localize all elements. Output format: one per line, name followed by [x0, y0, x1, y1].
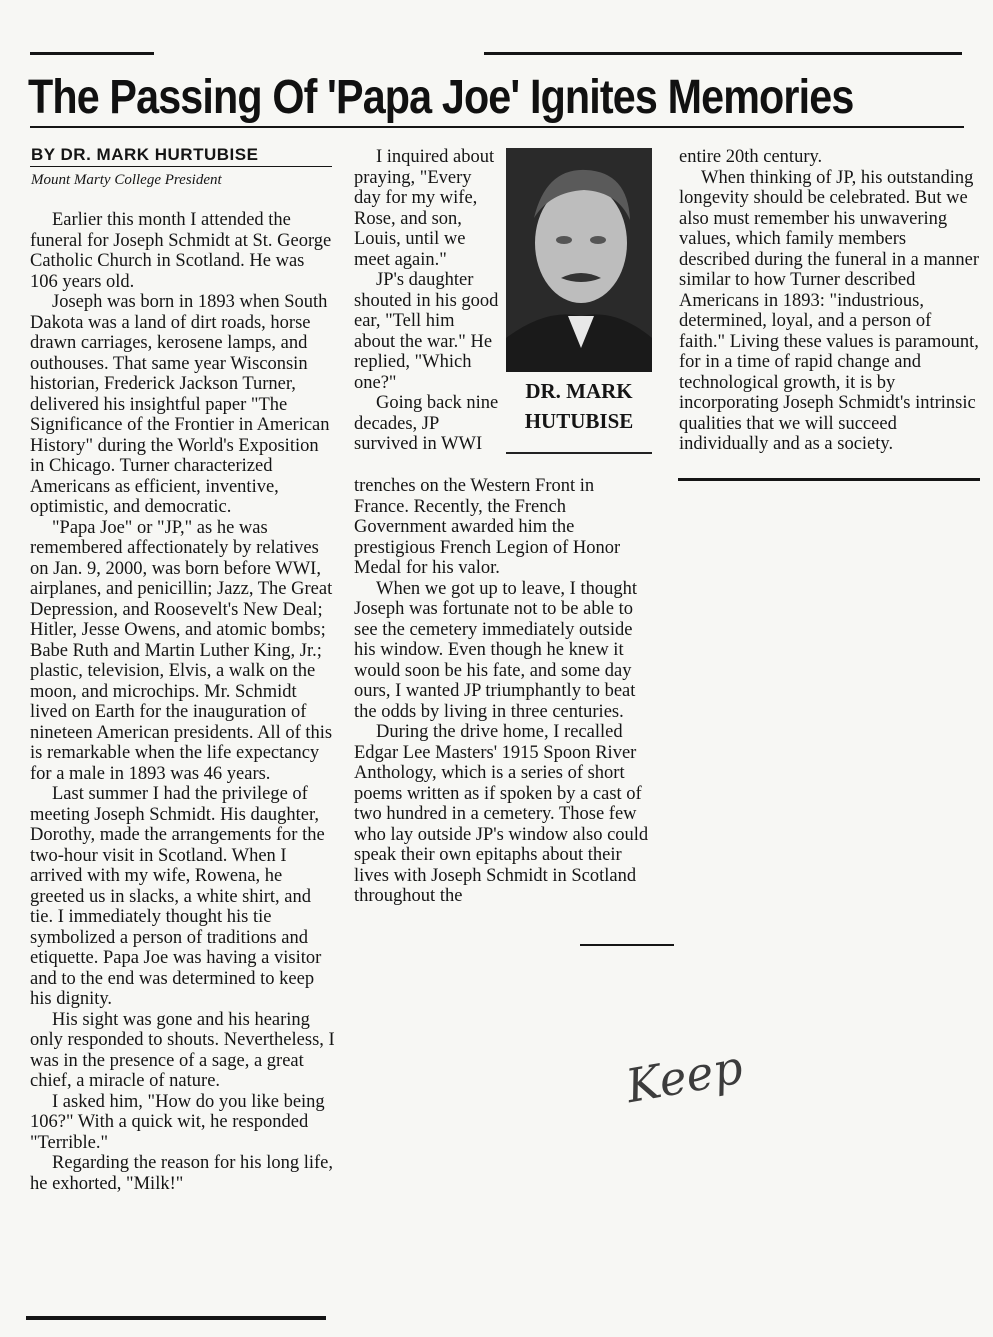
article-headline: The Passing Of 'Papa Joe' Ignites Memories: [28, 71, 854, 124]
paragraph: I asked him, "How do you like being 106?" With a quick wit, he responded "Terrible.": [30, 1091, 325, 1153]
headline-underline: [30, 126, 964, 128]
paragraph: I inquired about praying, "Every day for my wife, Rose, and son, Louis, until we meet again.": [354, 147, 495, 270]
paragraph: JP's daughter shouted in his good ear, "Tell him about the war." He replied, "Which one?": [354, 270, 499, 393]
photo-caption-line: DR. MARK: [525, 379, 633, 403]
article-column-2-top: [354, 147, 500, 455]
top-rule-right: [484, 52, 962, 55]
paragraph: During the drive home, I recalled Edgar Lee Masters' 1915 Spoon River Anthology, which is a series of short poems written as if spoken by a cast of two hundred in a cemetery. Those few who lay outside JP's window also could speak their own epitaphs about their lives with Joseph Schmidt in Scotland throughout the: [354, 722, 649, 906]
author-portrait-image: [506, 148, 652, 372]
article-column-2-bottom: [354, 476, 652, 907]
author-affiliation: Mount Marty College President: [31, 172, 222, 188]
byline-rule: [30, 166, 332, 167]
paragraph: trenches on the Western Front in France. Recently, the French Government awarded him the prestigious French Legion of Honor Medal for his valor.: [354, 476, 621, 578]
paragraph: Earlier this month I attended the funeral for Joseph Schmidt at St. George Catholic Church in Scotland. He was 106 years old.: [30, 210, 332, 292]
author-photo: [506, 148, 652, 372]
photo-caption: [506, 376, 652, 436]
article-column-1: [30, 210, 336, 1194]
top-rule-left: [30, 52, 154, 55]
caption-rule: [506, 452, 652, 454]
paragraph: Joseph was born in 1893 when South Dakota was a land of dirt roads, horse drawn carriages, kerosene lamps, and outhouses. That same year Wisconsin historian, Frederick Jackson Turner, delivered his insightful paper "The Significance of the Frontier in American History" during the World's Exposition in Chicago. Turner characterized Americans as efficient, inventive, optimistic, and democratic.: [30, 292, 330, 517]
column-2-end-rule: [580, 944, 674, 946]
paragraph: entire 20th century.: [679, 147, 823, 167]
paragraph: Last summer I had the privilege of meeting Joseph Schmidt. His daughter, Dorothy, made the arrangements for the two-hour visit in Scotland. When I arrived with my wife, Rowena, he greeted us in slacks, a white shirt, and tie. I immediately thought his tie symbolized a person of traditions and etiquette. Papa Joe was having a visitor and to the end was determined to keep his dignity.: [30, 784, 325, 1009]
bottom-rule: [26, 1316, 326, 1320]
photo-caption-line: HUTUBISE: [524, 409, 634, 433]
paragraph: When thinking of JP, his outstanding longevity should be celebrated. But we also must remember his unwavering values, which family members described during the funeral in a manner similar to how Turner described Americans in 1893: "industrious, determined, loyal, and a person of faith." Living these values is paramount, for in a time of rapid change and technological growth, it is by incorporating Joseph Schmidt's intrinsic qualities that we will succeed individually and as a society.: [679, 167, 979, 454]
paragraph: Regarding the reason for his long life, he exhorted, "Milk!": [30, 1153, 334, 1194]
paragraph: "Papa Joe" or "JP," as he was remembered affectionately by relatives on Jan. 9, 2000, was born before WWI, airplanes, and penicillin; Jazz, The Great Depression, and Roosevelt's New Deal; Hitler, Jesse Owens, and atomic bombs; Babe Ruth and Martin Luther King, Jr.; plastic, television, Elvis, a walk on the moon, and microchips. Mr. Schmidt lived on Earth for the inauguration of nineteen American presidents. All of this is remarkable when the life expectancy for a male in 1893 was 46 years.: [30, 517, 333, 784]
byline: BY DR. MARK HURTUBISE: [31, 145, 259, 164]
column-3-end-rule: [678, 478, 980, 481]
paragraph: Going back nine decades, JP survived in WWI: [354, 393, 499, 454]
handwritten-note: Keep: [622, 1039, 747, 1114]
author-photo-block: [506, 148, 652, 456]
paragraph: His sight was gone and his hearing only responded to shouts. Nevertheless, I was in the presence of a sage, a great chief, a miracle of nature.: [30, 1009, 335, 1091]
paragraph: When we got up to leave, I thought Joseph was fortunate not to be able to see the cemetery immediately outside his window. Even though he knew it would soon be his fate, and some day ours, I wanted JP triumphantly to beat the odds by living in three centuries.: [354, 578, 637, 722]
article-column-3: [679, 147, 979, 455]
